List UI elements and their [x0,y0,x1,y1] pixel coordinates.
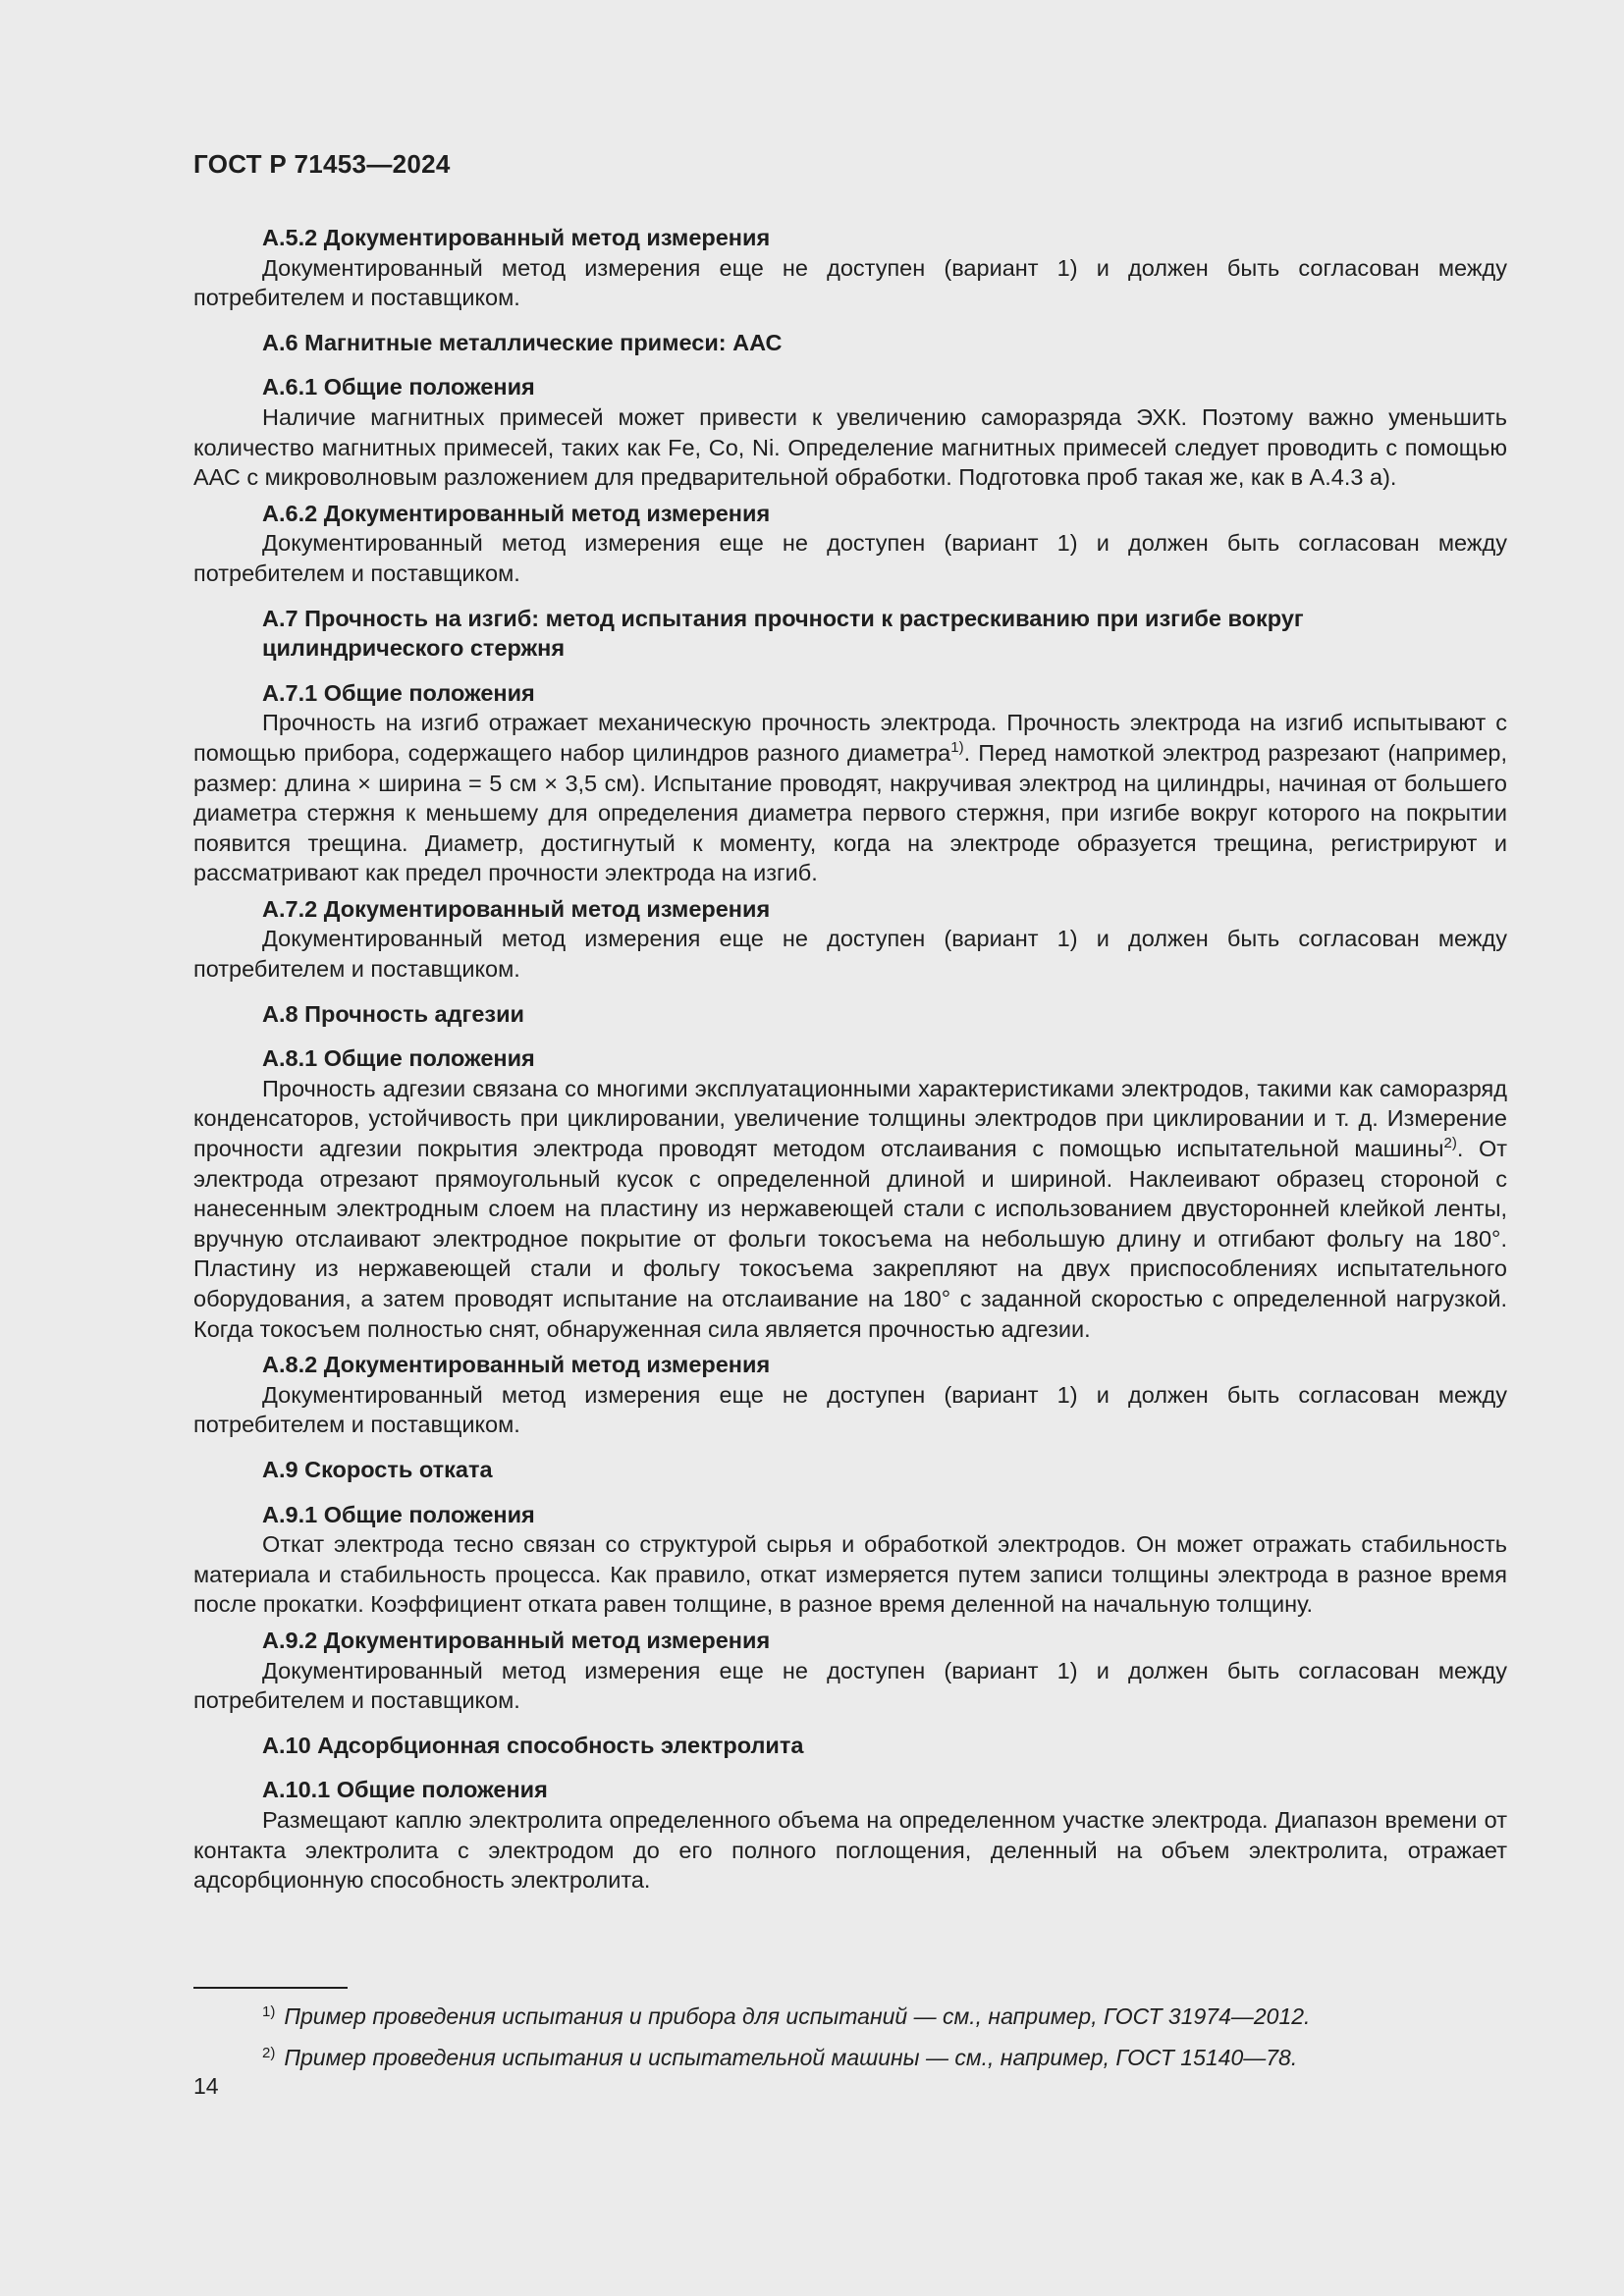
paragraph: Наличие магнитных примесей может привести к увеличению саморазряда ЭХК. Поэтому важно уменьшить количество магнитных примесей, таких как Fe, Co, Ni. Определение магнитных примесей следует проводить с помощью ААС с микроволновым разложением для предварительной обработки. Подготовка проб такая же, как в А.4.3 а). [193,403,1507,491]
footnote [262,2035,1310,2076]
footnote-text: Пример проведения испытания и испытательной машины — см., например, ГОСТ 15140—78. [284,2045,1298,2070]
paragraph: Документированный метод измерения еще не доступен (вариант 1) и должен быть согласован между потребителем и поставщиком. [193,926,1507,983]
document-body [193,223,1507,1896]
footnote-text: Пример проведения испытания и прибора для испытаний — см., например, ГОСТ 31974—2012. [284,2003,1311,2029]
paragraph [193,1074,1507,1344]
paragraph-text: . Перед намоткой электрод разрезают (например, размер: длина × ширина = 5 см × 3,5 см). Испытание проводят, накручивая электрод на цилиндры, начиная от большего диаметра стержня к меньшему для определения диаметра первого стержня, при изгибе вокруг которого на покрытии появится трещина. Диаметр, достигнутый к моменту, когда на электроде образуется трещина, регистрируют и рассматривают как предел прочности электрода на изгиб. [193,739,1507,886]
paragraph: Размещают каплю электролита определенного объема на определенном участке электрода. Диапазон времени от контакта электролита с электродом до его полного поглощения, деленный на объем электролита, отражает адсорбционную способность электролита. [193,1806,1507,1894]
footnote [262,1994,1310,2035]
page-number: 14 [193,2073,219,2099]
footnote-ref[interactable]: 1) [950,739,964,757]
subsection-heading: А.6.1 Общие положения [262,374,535,400]
section-heading: А.7 Прочность на изгиб: метод испытания прочности к растрескиванию при изгибе вокруг цилиндрического стержня [262,605,1304,662]
paragraph: Документированный метод измерения еще не доступен (вариант 1) и должен быть согласован между потребителем и поставщиком. [193,530,1507,586]
footnotes [262,1994,1310,2076]
document-header: ГОСТ Р 71453—2024 [193,149,451,179]
paragraph: Документированный метод измерения еще не доступен (вариант 1) и должен быть согласован между потребителем и поставщиком. [193,1381,1507,1438]
subsection-heading: А.9.1 Общие положения [262,1501,535,1527]
subsection-heading: А.5.2 Документированный метод измерения [262,225,771,250]
section-heading: А.8 Прочность адгезии [262,1000,524,1027]
paragraph-text: Прочность на изгиб отражает механическую прочность электрода. Прочность электрода на изгиб испытывают с помощью прибора, содержащего набор цилиндров разного диаметра [193,710,1507,766]
paragraph: Откат электрода тесно связан со структурой сырья и обработкой электродов. Он может отражать стабильность материала и стабильность процесса. Как правило, откат измеряется путем записи толщины электрода в разное время после прокатки. Коэффициент отката равен толщине, в разное время деленной на начальную толщину. [193,1531,1507,1618]
footnote-mark: 1) [262,2003,276,2020]
subsection-heading: А.7.2 Документированный метод измерения [262,895,771,922]
section-heading: А.9 Скорость отката [262,1456,493,1482]
section-heading: А.6 Магнитные металлические примеси: ААС [262,329,783,355]
paragraph: Документированный метод измерения еще не доступен (вариант 1) и должен быть согласован между потребителем и поставщиком. [193,254,1507,311]
paragraph-text: Прочность адгезии связана со многими эксплуатационными характеристиками электродов, такими как саморазряд конденсаторов, устойчивость при циклировании, увеличение толщины электродов при циклировании и т. д. Измерение прочности адгезии покрытия электрода проводят методом отслаивания с помощью испытательной машины [193,1075,1507,1162]
paragraph-text: . От электрода отрезают прямоугольный кусок с определенной длиной и шириной. Наклеивают образец стороной с нанесенным электродным слоем на пластину из нержавеющей стали с использованием двусторонней клейкой ленты, вручную отслаивают электродное покрытие от фольги токосъема на небольшую длину и отгибают фольгу на 180°. Пластину из нержавеющей стали и фольгу токосъема закрепляют на двух приспособлениях испытательного оборудования, а затем проводят испытание на отслаивание на 180° с заданной скоростью с определенной нагрузкой. Когда токосъем полностью снят, обнаруженная сила является прочностью адгезии. [193,1136,1507,1342]
subsection-heading: А.8.2 Документированный метод измерения [262,1352,771,1378]
paragraph [193,708,1507,888]
paragraph: Документированный метод измерения еще не доступен (вариант 1) и должен быть согласован между потребителем и поставщиком. [193,1657,1507,1714]
footnote-mark: 2) [262,2045,276,2061]
footnote-divider [193,1987,348,1989]
subsection-heading: А.8.1 Общие положения [262,1045,535,1072]
footnote-ref[interactable]: 2) [1443,1135,1457,1152]
subsection-heading: А.9.2 Документированный метод измерения [262,1627,771,1653]
subsection-heading: А.10.1 Общие положения [262,1777,548,1803]
subsection-heading: А.6.2 Документированный метод измерения [262,500,771,526]
section-heading: А.10 Адсорбционная способность электролита [262,1732,804,1758]
subsection-heading: А.7.1 Общие положения [262,679,535,706]
